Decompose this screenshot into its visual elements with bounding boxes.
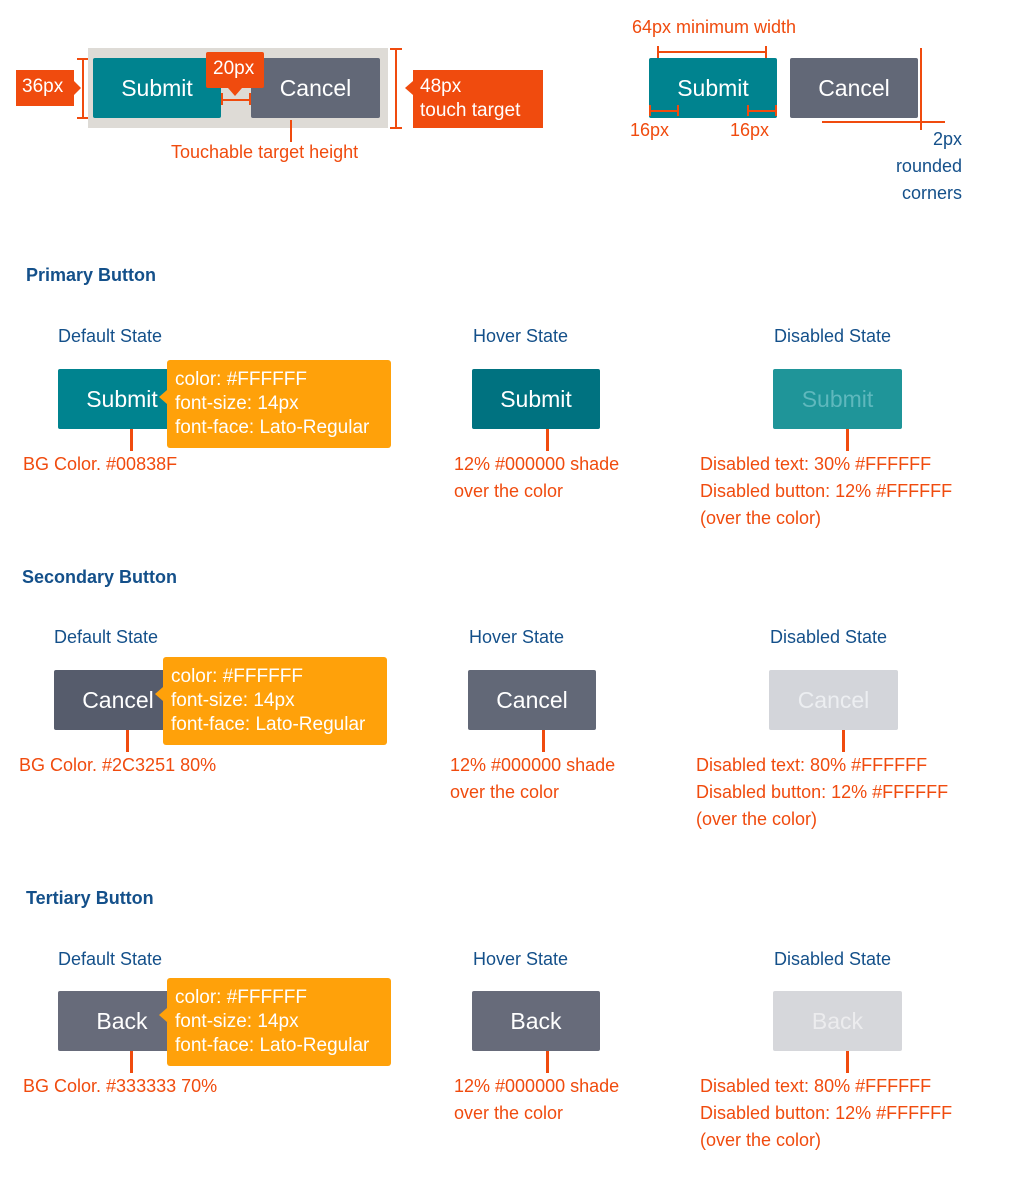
callout-font-face: font-face: Lato-Regular [171, 714, 366, 735]
corner-line-2: rounded [895, 156, 962, 176]
section-title: Secondary Button [22, 567, 178, 587]
touch-target-label: touch target [420, 100, 521, 121]
corner-vertical-line [920, 48, 922, 130]
cancel-button-sample[interactable]: Cancel [790, 58, 918, 118]
hover-state-title: Hover State [473, 326, 569, 346]
height-36-tag [16, 70, 74, 106]
secondary-hover-button[interactable]: Cancel [468, 670, 596, 730]
secondary-default-button[interactable]: Cancel [54, 670, 182, 730]
note-leader [130, 1051, 133, 1073]
disabled-note [700, 451, 952, 532]
callout-color: color: #FFFFFF [171, 666, 303, 687]
disabled-note-line: (over the color) [700, 1130, 822, 1150]
callout-font-size: font-size: 14px [171, 690, 295, 711]
height-36-bracket [82, 58, 84, 118]
tertiary-hover-button[interactable]: Back [472, 991, 600, 1051]
height-48-bracket [395, 48, 397, 128]
gap-20-label: 20px [213, 58, 255, 79]
hover-note [454, 1073, 619, 1127]
gap-20-line [221, 99, 251, 101]
submit-button-sample[interactable]: Submit [93, 58, 221, 118]
disabled-note-line: Disabled button: 12% #FFFFFF [696, 782, 949, 802]
primary-default-button[interactable]: Submit [58, 369, 186, 429]
disabled-state-title: Disabled State [770, 627, 888, 647]
default-note: BG Color. #333333 70% [23, 1076, 218, 1096]
note-leader [846, 1051, 849, 1073]
default-state-title: Default State [58, 949, 163, 969]
min-width-line [657, 51, 767, 53]
bracket-cap [390, 48, 402, 50]
touch-target-caption: Touchable target height [171, 142, 359, 162]
padding-right-label: 16px [730, 120, 770, 140]
cancel-button-sample[interactable]: Cancel [251, 58, 380, 118]
default-state-title: Default State [54, 627, 159, 647]
gap-cap [221, 93, 223, 105]
callout-font-face: font-face: Lato-Regular [175, 1035, 370, 1056]
disabled-state-title: Disabled State [774, 949, 892, 969]
padding-cap [775, 105, 777, 116]
height-36-label: 36px [22, 76, 64, 97]
bracket-cap [77, 117, 88, 119]
tertiary-disabled-button: Back [773, 991, 902, 1051]
note-leader [846, 429, 849, 451]
gap-cap [249, 93, 251, 105]
hover-state-title: Hover State [469, 627, 565, 647]
disabled-note-line: Disabled text: 80% #FFFFFF [696, 755, 928, 775]
gap-20-tag [206, 52, 264, 88]
default-note: BG Color. #2C3251 80% [19, 755, 217, 775]
corner-line-1: 2px [932, 129, 962, 149]
hover-note [450, 752, 615, 806]
tag-pointer [405, 81, 413, 95]
min-width-cap [657, 46, 659, 58]
font-spec-callout [167, 978, 391, 1066]
note-leader [546, 429, 549, 451]
note-leader [546, 1051, 549, 1073]
callout-font-face: font-face: Lato-Regular [175, 417, 370, 438]
disabled-note [696, 752, 948, 833]
section-title: Primary Button [26, 265, 157, 285]
disabled-note-line: (over the color) [696, 809, 818, 829]
submit-button-sample[interactable]: Submit [649, 58, 777, 118]
default-state-title: Default State [58, 326, 163, 346]
height-48-label: 48px [420, 76, 462, 97]
padding-cap [677, 105, 679, 116]
padding-cap [649, 105, 651, 116]
hover-note-line: 12% #000000 shade [450, 755, 616, 775]
height-48-tag [413, 70, 543, 128]
disabled-note [700, 1073, 952, 1154]
tag-pointer [74, 81, 81, 95]
primary-disabled-button: Submit [773, 369, 902, 429]
tag-pointer [228, 88, 242, 96]
corner-line-3: corners [901, 183, 962, 203]
font-spec-callout [167, 360, 391, 448]
disabled-note-line: Disabled text: 80% #FFFFFF [700, 1076, 932, 1096]
section-title: Tertiary Button [26, 888, 154, 908]
hover-note-line: 12% #000000 shade [454, 454, 620, 474]
note-leader [130, 429, 133, 451]
hover-note-line: over the color [454, 481, 564, 501]
callout-font-size: font-size: 14px [175, 393, 299, 414]
padding-cap [747, 105, 749, 116]
min-width-label: 64px minimum width [632, 17, 797, 37]
font-spec-callout [163, 657, 387, 745]
bracket-cap [77, 58, 88, 60]
padding-right-line [747, 110, 777, 112]
hover-note-line: over the color [450, 782, 560, 802]
tertiary-default-button[interactable]: Back [58, 991, 186, 1051]
disabled-note-line: Disabled button: 12% #FFFFFF [700, 481, 953, 501]
disabled-note-line: (over the color) [700, 508, 822, 528]
corner-horizontal-line [822, 121, 945, 123]
note-leader [542, 730, 545, 752]
corner-radius-label [880, 126, 962, 207]
hover-note-line: over the color [454, 1103, 564, 1123]
hover-note [454, 451, 619, 505]
padding-left-label: 16px [630, 120, 670, 140]
note-leader [842, 730, 845, 752]
disabled-state-title: Disabled State [774, 326, 892, 346]
bracket-cap [390, 127, 402, 129]
callout-color: color: #FFFFFF [175, 987, 307, 1008]
secondary-disabled-button: Cancel [769, 670, 898, 730]
disabled-note-line: Disabled text: 30% #FFFFFF [700, 454, 932, 474]
hover-state-title: Hover State [473, 949, 569, 969]
disabled-note-line: Disabled button: 12% #FFFFFF [700, 1103, 953, 1123]
callout-color: color: #FFFFFF [175, 369, 307, 390]
default-note: BG Color. #00838F [23, 454, 178, 474]
hover-note-line: 12% #000000 shade [454, 1076, 620, 1096]
callout-font-size: font-size: 14px [175, 1011, 299, 1032]
note-leader [126, 730, 129, 752]
padding-left-line [649, 110, 679, 112]
min-width-cap [765, 46, 767, 58]
primary-hover-button[interactable]: Submit [472, 369, 600, 429]
